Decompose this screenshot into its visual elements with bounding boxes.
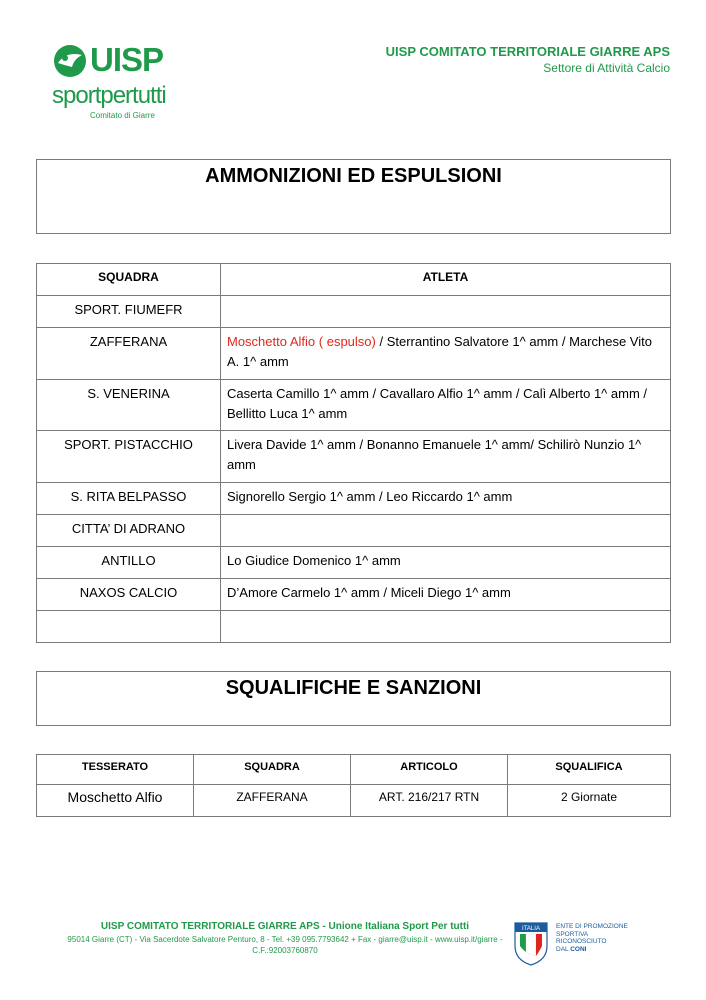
uisp-logo: [50, 40, 200, 130]
athletes-text: / Sterrantino Salvatore 1^ amm / Marchese Vito A. 1^ amm: [227, 334, 652, 369]
team-cell: S. RITA BELPASSO: [37, 483, 221, 515]
footer-title: UISP COMITATO TERRITORIALE GIARRE APS - Unione Italiana Sport Per tutti: [100, 921, 470, 932]
squadra-cell: ZAFFERANA: [194, 785, 351, 817]
footer-address: 95014 Giarre (CT) - Via Sacerdote Salvatore Penturo, 8 - Tel. +39 095.7793642 + Fax - giarre@uisp.it - www.uisp.it/giarre -: [67, 935, 503, 944]
athletes-cell: [221, 483, 671, 515]
athletes-cell: [221, 380, 671, 431]
table-header-row: [37, 264, 671, 296]
logo-subtitle: Comitato di Giarre: [90, 111, 155, 120]
team-cell: SPORT. FIUMEFR: [37, 296, 221, 328]
table-row: [37, 785, 671, 817]
col-header-squadra: SQUADRA: [194, 755, 351, 785]
coni-bold-word: CONI: [570, 945, 587, 953]
team-cell: SPORT. PISTACCHIO: [37, 431, 221, 483]
org-name: UISP COMITATO TERRITORIALE GIARRE APS: [385, 44, 670, 59]
col-header-squalifica: SQUALIFICA: [508, 755, 671, 785]
tesserato-cell: Moschetto Alfio: [37, 785, 194, 817]
expelled-athlete: Moschetto Alfio ( espulso): [227, 334, 376, 349]
coni-line: SPORTIVA: [556, 930, 589, 938]
squalifica-cell: 2 Giornate: [508, 785, 671, 817]
table-row: [37, 380, 671, 431]
table-row: [37, 579, 671, 611]
articolo-cell: ART. 216/217 RTN: [351, 785, 508, 817]
header-org-info: [386, 44, 670, 76]
col-header-atleta: ATLETA: [221, 264, 671, 296]
athletes-cell: [221, 579, 671, 611]
athletes-text: Lo Giudice Domenico 1^ amm: [227, 553, 401, 568]
col-header-tesserato: TESSERATO: [37, 755, 194, 785]
table-row: [37, 547, 671, 579]
table-header-row: [37, 755, 671, 785]
athletes-cell: [221, 547, 671, 579]
table-row: [37, 296, 671, 328]
italia-shield-icon: [514, 922, 548, 966]
coni-text: [556, 923, 628, 953]
athletes-cell: [221, 611, 671, 643]
org-sector: Settore di Attività Calcio: [543, 61, 670, 75]
coni-logo: [514, 922, 634, 968]
section-title: AMMONIZIONI ED ESPULSIONI: [205, 165, 502, 187]
section-title-box-ammonizioni: [36, 159, 671, 234]
coni-line: RICONOSCIUTO: [556, 938, 607, 945]
coni-line-prefix: DAL: [556, 945, 571, 953]
athletes-cell: [221, 296, 671, 328]
team-cell: CITTA’ DI ADRANO: [37, 515, 221, 547]
coni-line: ENTE DI PROMOZIONE: [556, 923, 628, 930]
table-row: [37, 611, 671, 643]
section-title: SQUALIFICHE E SANZIONI: [225, 677, 482, 699]
coni-line: [556, 946, 628, 954]
team-cell: ZAFFERANA: [37, 328, 221, 380]
col-header-articolo: ARTICOLO: [351, 755, 508, 785]
section-title-box-squalifiche: [36, 671, 671, 726]
athletes-text: Signorello Sergio 1^ amm / Leo Riccardo 1^ amm: [227, 489, 513, 504]
footer: [50, 920, 520, 956]
athletes-text: Livera Davide 1^ amm / Bonanno Emanuele 1^ amm/ Schilirò Nunzio 1^ amm: [227, 437, 642, 472]
athletes-cell: [221, 431, 671, 483]
table-row: [37, 431, 671, 483]
table-row: [37, 328, 671, 380]
team-cell: [37, 611, 221, 643]
athletes-cell: [221, 328, 671, 380]
badge-label: ITALIA: [522, 926, 540, 932]
footer-cf: C.F.:92003760870: [252, 946, 318, 955]
athletes-text: D’Amore Carmelo 1^ amm / Miceli Diego 1^ amm: [227, 585, 511, 600]
table-row: [37, 515, 671, 547]
uisp-ball-icon: [52, 43, 88, 79]
team-cell: ANTILLO: [37, 547, 221, 579]
ammonizioni-table: [36, 263, 671, 643]
team-cell: NAXOS CALCIO: [37, 579, 221, 611]
logo-tagline: sportpertutti: [52, 82, 166, 109]
logo-wordmark: UISP: [90, 41, 164, 78]
table-row: [37, 483, 671, 515]
squalifiche-table: [36, 754, 671, 817]
team-cell: S. VENERINA: [37, 380, 221, 431]
athletes-text: Caserta Camillo 1^ amm / Cavallaro Alfio 1^ amm / Calì Alberto 1^ amm / Bellitto Luca 1^ amm: [227, 386, 647, 421]
col-header-squadra: SQUADRA: [37, 264, 221, 296]
athletes-cell: [221, 515, 671, 547]
